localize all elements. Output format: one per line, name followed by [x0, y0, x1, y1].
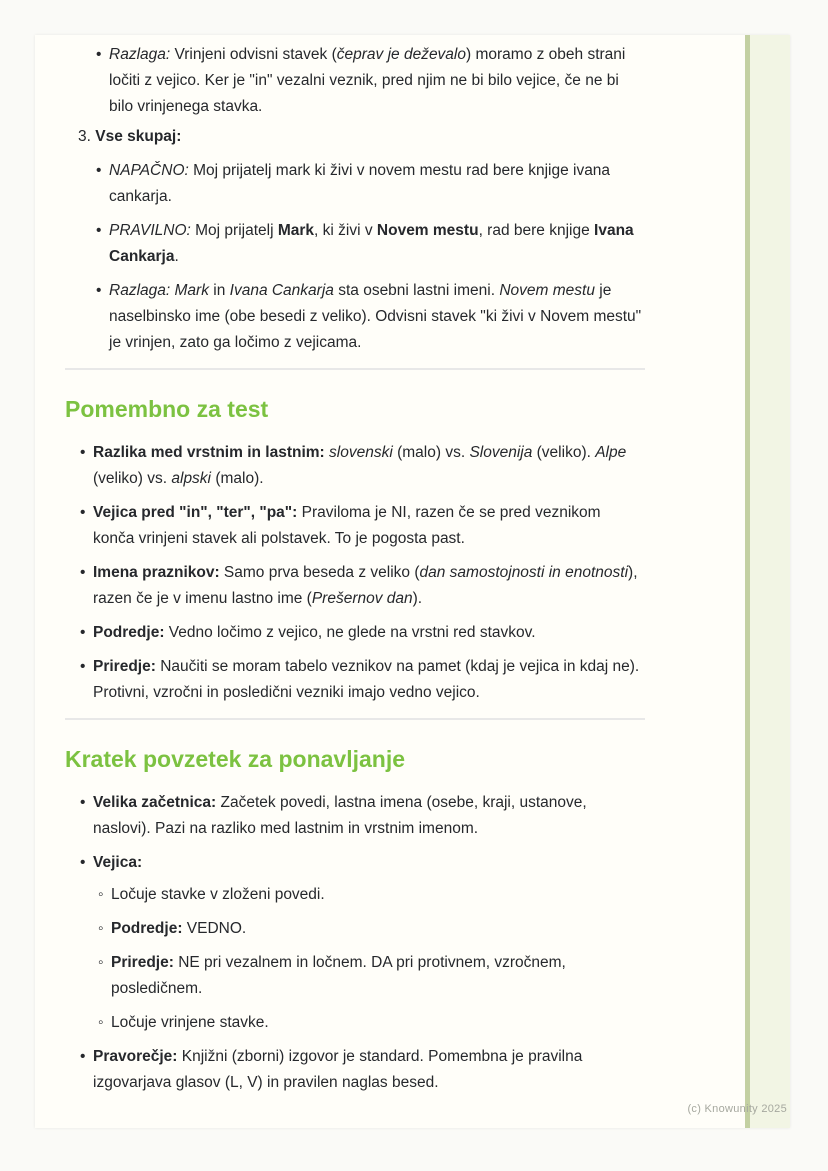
text-run: sta osebni lastni imeni.: [333, 282, 500, 299]
text-run: Mark: [174, 282, 209, 299]
list-item: [98, 882, 645, 908]
text-run: Razlaga:: [109, 46, 171, 63]
text-run: Vejica pred "in", "ter", "pa":: [93, 504, 298, 521]
text-run: ).: [412, 590, 423, 607]
bullet-list: [80, 790, 645, 1096]
list-item: [80, 560, 645, 612]
text-run: Vejica:: [93, 854, 143, 871]
text-run: Moj prijatelj mark ki živi v novem mestu rad bere knjige ivana cankarja.: [109, 162, 611, 205]
text-run: VEDNO.: [182, 920, 247, 937]
list-item: [98, 916, 645, 942]
text-run: Novem mestu: [376, 222, 479, 239]
text-run: alpski: [171, 470, 212, 487]
text-run: Ivana Cankarja: [229, 282, 334, 299]
list-item: [80, 620, 645, 646]
text-run: (veliko) vs.: [93, 470, 172, 487]
list-item: [80, 850, 645, 1036]
section-heading: Kratek povzetek za ponavljanje: [65, 746, 406, 772]
page-accent-strip: [745, 35, 790, 1128]
text-run: Mark: [277, 222, 315, 239]
text-run: Slovenija: [469, 444, 533, 461]
text-run: Vedno ločimo z vejico, ne glede na vrstni red stavkov.: [164, 624, 536, 641]
text-run: Moj prijatelj: [190, 222, 278, 239]
text-run: ) moramo z obeh strani ločiti z vejico. Ker je "in" vezalni veznik, pred njim ne bi bilo vejice, če ne bi bilo vrinjenega stavka.: [109, 46, 626, 115]
section-divider: [65, 368, 645, 370]
text-run: Novem mestu: [499, 282, 595, 299]
text-run: čeprav je deževalo: [336, 46, 466, 63]
text-run: Samo prva beseda z veliko (: [219, 564, 420, 581]
list-item: [96, 42, 645, 120]
text-run: je naselbinsko ime (obe besedi z veliko). Odvisni stavek "ki živi v Novem mestu" je vrinjen, zato ga ločimo z vejicama.: [109, 282, 642, 351]
text-run: Priredje:: [93, 658, 156, 675]
text-run: dan samostojnosti in enotnosti: [419, 564, 629, 581]
bullet-list: [96, 158, 645, 356]
text-run: Podredje:: [111, 920, 183, 937]
text-run: Velika začetnica:: [93, 794, 217, 811]
text-run: Priredje:: [111, 954, 174, 971]
text-run: Ivana Cankarja: [109, 222, 634, 265]
text-run: ), razen če je v imenu lastno ime (: [93, 564, 638, 607]
text-run: Prešernov dan: [311, 590, 413, 607]
text-run: Imena praznikov:: [93, 564, 220, 581]
text-run: PRAVILNO:: [109, 222, 191, 239]
list-item: [96, 158, 645, 210]
text-run: (malo).: [211, 470, 264, 487]
list-item: [98, 950, 645, 1002]
document-page: [35, 35, 790, 1128]
list-number: 3.: [78, 128, 96, 145]
list-item: [80, 790, 645, 842]
text-run: .: [174, 248, 179, 265]
section-heading: Pomembno za test: [65, 396, 269, 422]
bullet-list: [80, 440, 645, 706]
text-run: , rad bere knjige: [478, 222, 595, 239]
list-item: [98, 1010, 645, 1036]
bullet-list: [96, 42, 645, 120]
list-item: [96, 278, 645, 356]
text-run: Ločuje stavke v zloženi povedi.: [111, 886, 325, 903]
text-run: Vse skupaj:: [95, 128, 182, 145]
list-item: [96, 218, 645, 270]
watermark: (c) Knowunity 2025: [687, 1103, 787, 1115]
text-run: Praviloma je NI, razen če se pred veznikom konča vrinjeni stavek ali polstavek. To je pogosta past.: [93, 504, 601, 547]
document-content: [35, 35, 645, 1116]
text-run: Začetek povedi, lastna imena (osebe, kraji, ustanove, naslovi). Pazi na razliko med lastnim in vrstnim imenom.: [93, 794, 587, 837]
text-run: Ločuje vrinjene stavke.: [111, 1014, 269, 1031]
text-run: (veliko).: [532, 444, 596, 461]
text-run: Pravorečje:: [93, 1048, 178, 1065]
text-run: (malo) vs.: [392, 444, 470, 461]
list-item: [80, 1044, 645, 1096]
text-run: in: [208, 282, 230, 299]
text-run: Razlika med vrstnim in lastnim:: [93, 444, 325, 461]
text-run: Naučiti se moram tabelo veznikov na pamet (kdaj je vejica in kdaj ne). Protivni, vzročni in posledični vezniki imajo vedno vejico.: [93, 658, 640, 701]
text-run: NAPAČNO:: [109, 162, 189, 179]
text-run: Vrinjeni odvisni stavek (: [170, 46, 337, 63]
text-run: slovenski: [329, 444, 393, 461]
list-item: [80, 654, 645, 706]
text-run: Podredje:: [93, 624, 165, 641]
list-item: [80, 440, 645, 492]
text-run: Razlaga:: [109, 282, 171, 299]
list-item: [80, 500, 645, 552]
text-run: , ki živi v: [314, 222, 377, 239]
section-divider: [65, 718, 645, 720]
text-run: Knjižni (zborni) izgovor je standard. Pomembna je pravilna izgovarjava glasov (L, V) in pravilen naglas besed.: [93, 1048, 583, 1091]
numbered-item: [78, 124, 645, 150]
bullet-list: [98, 882, 645, 1036]
text-run: Alpe: [595, 444, 627, 461]
text-run: NE pri vezalnem in ločnem. DA pri protivnem, vzročnem, posledičnem.: [111, 954, 566, 997]
